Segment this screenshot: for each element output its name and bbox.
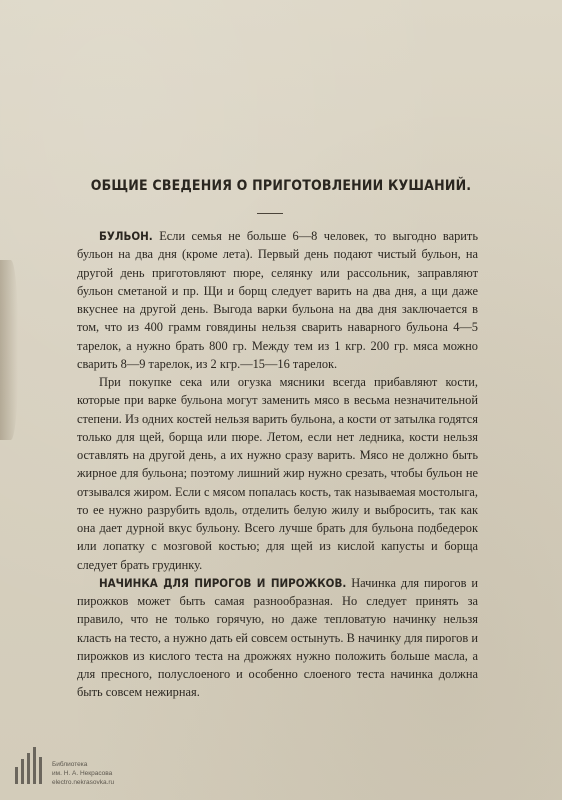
filling-text: Начинка для пирогов и пирожков может быть самая разнообразная. Но следует принять за правило, что не только горячую, но даже тепловатую начинку нельзя класть на тесто, а нужно дать ей совсем остынуть. В начинку для пирогов и пирожков из кислого теста на дрожжях нужно положить больше масла, а для пресного, полуслоеного и особенно слоеного теста начинка должна быть совсем нежирная. [77,575,478,700]
article-body [77,227,478,702]
filling-heading: НАЧИНКА ДЛЯ ПИРОГОВ И ПИРОЖКОВ. [99,575,347,590]
bouillon-paragraph-1 [77,227,478,373]
watermark-line-1: Библиотека [52,761,88,768]
bouillon-heading: БУЛЬОН. [99,229,153,243]
library-watermark [52,760,114,787]
title-divider [257,213,283,214]
watermark-line-2: им. Н. А. Некрасова [52,770,113,777]
page-title: ОБЩИЕ СВЕДЕНИЯ О ПРИГОТОВЛЕНИИ КУШАНИЙ. [90,178,472,194]
watermark-line-3: electro.nekrasovka.ru [52,779,115,786]
filling-paragraph [77,574,478,702]
page-stain [0,260,18,440]
bouillon-paragraph-2: При покупке сека или огузка мясники всегда прибавляют кости, которые при варке бульона могут заменить мясо в весьма незначительной степени. Из одних костей нельзя варить бульона, а кости от затылка годятся только для щей, борща или пюре. Летом, если нет ледника, кости нельзя оставлять на другой день, а их нужно сразу варить. Мясо не должно быть жирное для бульона; поэтому лишний жир нужно срезать, чтобы бульон не отзывался жиром. Если с мясом попалась кость, так называемая мостолыга, то ее нужно разрубить вдоль, отделить белую жилу и выбросить, так как она дает дурной вкус бульону. Всего лучше брать для бульона подбедерок или лопатку с мозговой костью; для щей из кислой капусты и борща следует брать грудинку. [77,375,478,572]
library-logo-icon [14,745,48,785]
bouillon-text-1: Если семья не больше 6—8 человек, то выгодно варить бульон на два дня (кроме лета). Первый день подают чистый бульон, на другой день приготовляют пюре, селянку или рассольник, заправляют бульон сметаной и пр. Щи и борщ следует варить на два дня, а щи даже вкуснее на другой день. Выгода варки бульона на два дня заключается в том, что из 400 грамм говядины нельзя сварить наварного бульона 4—5 тарелок, а нужно брать 800 гр. Между тем из 1 кгр. 200 гр. мяса можно сварить 8—9 тарелок, из 2 кгр.—15—16 тарелок. [77,229,478,371]
